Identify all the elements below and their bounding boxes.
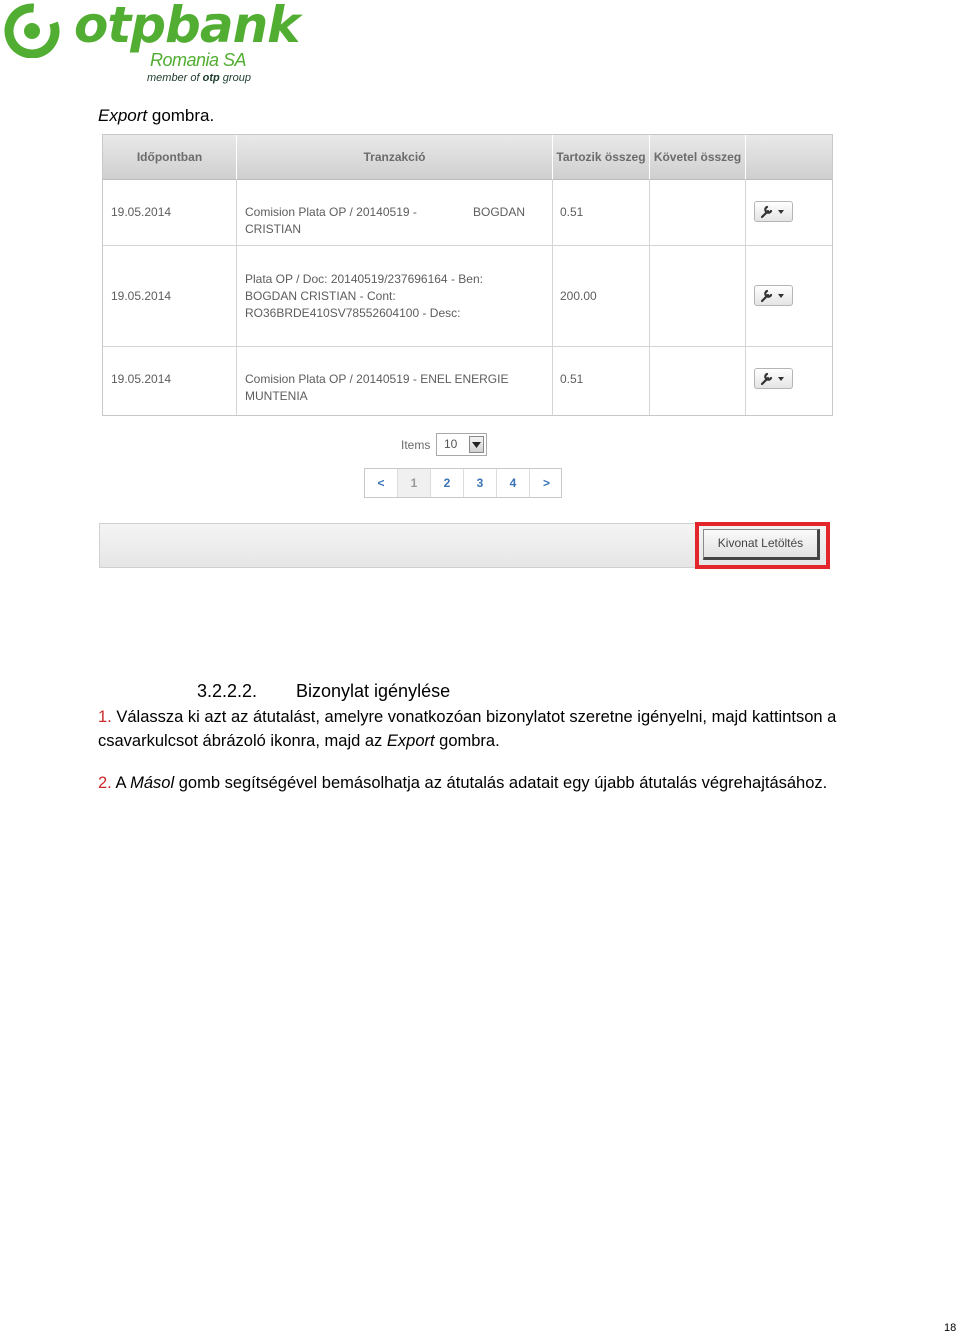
cell-credit bbox=[650, 347, 746, 415]
header-credit[interactable]: Követel összeg bbox=[650, 135, 746, 179]
step-1-text-cont: csavarkulcsot ábrázoló ikonra, majd az bbox=[98, 732, 387, 750]
page-2-button[interactable]: 2 bbox=[431, 469, 464, 497]
items-select-value: 10 bbox=[444, 437, 458, 451]
section-title: Bizonylat igénylése bbox=[296, 681, 451, 701]
page-1-button[interactable]: 1 bbox=[398, 469, 431, 497]
row-desc-line: BOGDAN CRISTIAN - Cont: bbox=[245, 289, 396, 303]
page-3-button[interactable]: 3 bbox=[464, 469, 497, 497]
cell-credit bbox=[650, 179, 746, 245]
header-actions bbox=[746, 135, 832, 179]
step-2-italic: Másol bbox=[130, 774, 175, 792]
header-date[interactable]: Időpontban bbox=[103, 135, 237, 179]
header-transaction[interactable]: Tranzakció bbox=[237, 135, 553, 179]
dropdown-arrow-icon[interactable] bbox=[469, 436, 484, 453]
page-4-button[interactable]: 4 bbox=[497, 469, 530, 497]
intro-italic: Export bbox=[98, 106, 148, 125]
row-desc-line: Plata OP / Doc: 20140519/237696164 - Ben: bbox=[245, 272, 483, 286]
row-desc-extra: BOGDAN bbox=[473, 205, 526, 219]
step-1-number: 1. bbox=[98, 708, 112, 726]
logo-member-prefix: member of bbox=[147, 72, 203, 84]
items-per-page-select[interactable] bbox=[436, 433, 487, 456]
logo-member-suffix: group bbox=[219, 72, 251, 84]
transactions-table bbox=[102, 134, 833, 416]
step-1-line-2 bbox=[98, 732, 500, 751]
intro-text bbox=[98, 106, 214, 126]
step-2-start: A bbox=[111, 774, 131, 792]
row-date: 19.05.2014 bbox=[111, 205, 172, 219]
wrench-icon bbox=[761, 372, 787, 386]
row-desc-line: RO36BRDE410SV78552604100 - Desc: bbox=[245, 306, 461, 320]
row-desc-line: Comision Plata OP / 20140519 - ENEL ENERGIE bbox=[245, 372, 509, 386]
items-label: Items bbox=[401, 438, 431, 452]
row-desc-line: MUNTENIA bbox=[245, 389, 308, 403]
step-2-number: 2. bbox=[98, 774, 112, 792]
pagination bbox=[364, 468, 562, 498]
wrench-icon bbox=[761, 289, 787, 303]
row-debit: 200.00 bbox=[560, 289, 597, 303]
cell-actions bbox=[746, 179, 832, 245]
page-next-button[interactable]: > bbox=[542, 476, 550, 490]
otp-logo-mark-icon bbox=[4, 2, 66, 58]
table-header bbox=[103, 135, 832, 180]
cell-date bbox=[103, 347, 237, 415]
logo-wordmark: otpbank bbox=[74, 0, 300, 54]
row-date: 19.05.2014 bbox=[111, 289, 172, 303]
row-debit: 0.51 bbox=[560, 372, 584, 386]
table-row[interactable] bbox=[103, 347, 832, 415]
table-row[interactable] bbox=[103, 246, 832, 347]
logo-subtitle: Romania SA bbox=[150, 50, 247, 70]
cell-transaction bbox=[237, 347, 553, 415]
cell-date bbox=[103, 179, 237, 245]
row-desc-line: CRISTIAN bbox=[245, 222, 302, 236]
row-date: 19.05.2014 bbox=[111, 372, 172, 386]
step-1-line-1 bbox=[98, 708, 836, 727]
step-2-text: gomb segítségével bemásolhatja az átutalás adatait egy újabb átutalás végrehajtásához. bbox=[174, 774, 828, 792]
step-1-text: Válassza ki azt az átutalást, amelyre vonatkozóan bizonylatot szeretne igényelni, majd kattintson a bbox=[111, 708, 837, 726]
cell-credit bbox=[650, 246, 746, 346]
wrench-icon bbox=[761, 205, 787, 219]
step-1-text-end: gombra. bbox=[434, 732, 500, 750]
cell-debit bbox=[553, 179, 650, 245]
wrench-menu-button[interactable] bbox=[754, 201, 793, 222]
cell-date bbox=[103, 246, 237, 346]
intro-rest: gombra. bbox=[147, 106, 215, 125]
cell-debit bbox=[553, 347, 650, 415]
statement-download-button[interactable]: Kivonat Letöltés bbox=[703, 529, 820, 560]
logo-member-line bbox=[147, 72, 251, 84]
cell-transaction bbox=[237, 179, 553, 245]
logo-member-brand: otp bbox=[202, 72, 220, 84]
cell-actions bbox=[746, 347, 832, 415]
section-number: 3.2.2.2. bbox=[197, 681, 258, 701]
page-number: 18 bbox=[944, 1322, 957, 1334]
row-desc-line: Comision Plata OP / 20140519 - bbox=[245, 205, 417, 219]
row-debit: 0.51 bbox=[560, 205, 584, 219]
cell-transaction bbox=[237, 246, 553, 346]
step-1-italic: Export bbox=[386, 732, 435, 750]
step-2-line bbox=[98, 774, 827, 793]
cell-actions bbox=[746, 246, 832, 346]
header-debit[interactable]: Tartozik összeg bbox=[553, 135, 650, 179]
wrench-menu-button[interactable] bbox=[754, 285, 793, 306]
page-prev-button[interactable]: < bbox=[365, 469, 398, 497]
wrench-menu-button[interactable] bbox=[754, 368, 793, 389]
cell-debit bbox=[553, 246, 650, 346]
table-row[interactable] bbox=[103, 179, 832, 246]
otpbank-logo bbox=[4, 0, 300, 88]
